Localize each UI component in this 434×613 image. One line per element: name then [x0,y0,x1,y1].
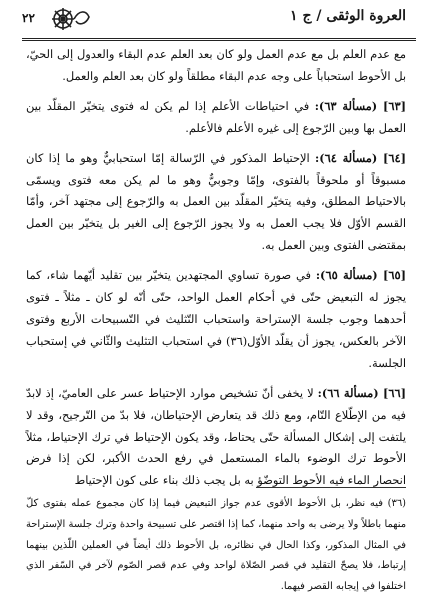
running-title: العروة الوثقى / ج ١ [290,8,406,24]
footnote: (٣٦) فيه نظر، بل الأحوط الأقوى عدم جواز التبعيض فيما إذا كان مجموع عمله بفتوى كلّ منهما باطلاً ولا يرضى به واحد منهما، كما إذا اقتصر على تسبيحة واحدة وترك جلسة الإستراحة في المثال المذكور، وكذا الحال في نظائره، بل الأحوط ذلك أيضاً في العملين اللّذين بينهما إرتباط، فلا يصحّ التقليد في قصر الصّلاة لواحد وفي عدم قصر الصّوم لآخر في السّفر الذي اختلفوا في إيجابه القصر فيهما. [26,498,406,593]
main-text [26,44,406,492]
issue-65 [26,265,406,375]
footnote-divider [256,487,406,488]
issue-text: لا يخفى أنّ تشخيص موارد الإحتياط عسر على العاميّ، إذ لابدّ فيه من الإطّلاع التّام، ومع ذلك قد يتعارض الإحتياطان، فلا بدّ من التّرجيح، وقد لا يلتفت إلى إشكال المسألة حتّى يحتاط، وقد يكون الإحتياط في ترك الإحتياط، مثلاً الأحوط ترك الوضوء بالماء المستعمل في رفع الحدث الأكبر، لكن إذا فرض انحصار الماء فيه الأحوط التوضّؤ به بل يجب ذلك بناء على كون الإحتياط [26,385,406,488]
page-header [22,4,416,38]
issue-63 [26,96,406,140]
issue-number: [٦٤] (مسألة ٦٤): [315,150,407,165]
header-divider [22,38,416,41]
paragraph-continuation [26,44,406,88]
ornament-icon [48,4,92,34]
paragraph-text: مع عدم العلم بل مع عدم العمل ولو كان بعد العلم عدم البقاء والعدول إلى الحيّ، بل الأحوط استحباباً على وجه عدم البقاء مطلقاً ولو كان بعد العلم والعمل. [26,47,406,83]
issue-64 [26,148,406,258]
issue-66 [26,383,406,493]
issue-number: [٦٣] (مسألة ٦٣): [314,98,406,113]
issue-text: الإحتياط المذكور في الرّسالة إمّا استحبابيٌّ وهو ما إذا كان مسبوقاً أو ملحوقاً بالفتوى، وإمّا وجوبيٌّ وهو ما لم يكن معه فتوى ويسمّى بالاحتياط المطلق، وفيه يتخيّر المقلّد بين العمل به والرّجوع إلى مجتهد آخر، وأمّا القسم الأوّل فلا يجب العمل به ولا يجوز الرّجوع إلى الغير بل يتخيّر بين العمل بمقتضى الفتوى وبين العمل به. [26,150,406,253]
issue-number: [٦٥] (مسألة ٦٥): [315,268,406,283]
page-number: ٢٢ [22,11,35,25]
issue-text: في صورة تساوي المجتهدين يتخيّر بين تقليد أيّهما شاء، كما يجوز له التبعيض حتّى في أحكام العمل الواحد، حتّى أنّه لو كان ـ مثلاً ـ فتوى أحدهما وجوب جلسة الإستراحة واستحباب التّثليث في التّسبيحات الأربع وفتوى الآخر بالعكس، يجوز أن يقلّد الأوّل(٣٦) في استحباب التثليث والثّاني في إستحباب الجلسة. [26,268,406,370]
issue-text: في احتياطات الأعلم إذا لم يكن له فتوى يتخيّر المقلّد بين العمل بها وبين الرّجوع إلى غيره الأعلم فالأعلم. [26,98,406,135]
issue-number: [٦٦] (مسألة ٦٦): [317,385,406,400]
